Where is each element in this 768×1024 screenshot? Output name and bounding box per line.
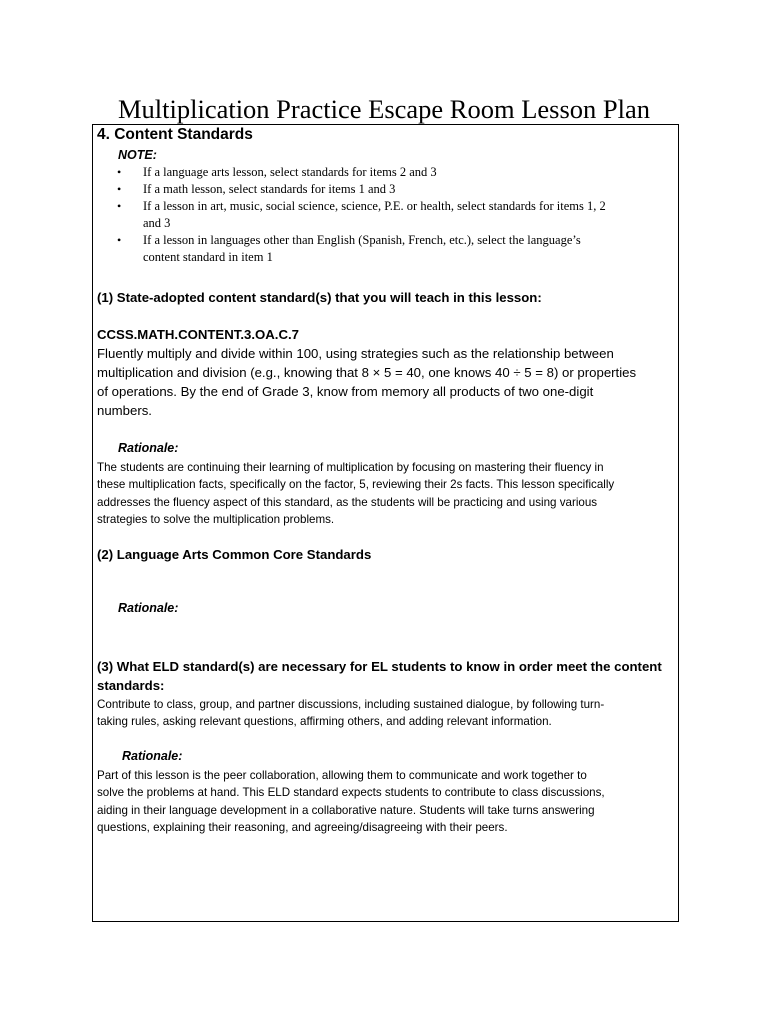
note-label: NOTE:: [118, 148, 157, 162]
rationale-text-line: aiding in their language development in a collaborative nature. Students will take turns answering: [97, 804, 595, 817]
rationale-text-line: The students are continuing their learning of multiplication by focusing on mastering their fluency in: [97, 461, 604, 474]
list-item: [114, 232, 664, 249]
list-item-continuation: [114, 249, 664, 266]
list-item-text: If a math lesson, select standards for items 1 and 3: [143, 182, 396, 196]
bullet-icon: •: [117, 233, 122, 247]
standard-text-line: of operations. By the end of Grade 3, know from memory all products of two one-digit: [97, 384, 594, 399]
rationale-text-line: addresses the fluency aspect of this standard, as the students will be practicing and using various: [97, 496, 598, 509]
eld-standard-text-line: taking rules, asking relevant questions, affirming others, and adding relevant information.: [97, 715, 552, 728]
list-item-continuation: [114, 215, 664, 232]
rationale-label: Rationale:: [118, 441, 179, 455]
rationale-text-line: Part of this lesson is the peer collaboration, allowing them to communicate and work together to: [97, 769, 587, 782]
standard-text-line: numbers.: [97, 403, 152, 418]
standard-code: CCSS.MATH.CONTENT.3.OA.C.7: [97, 327, 299, 342]
item3-heading-line: (3) What ELD standard(s) are necessary for EL students to know in order meet the content: [97, 659, 662, 674]
list-item: [114, 181, 664, 198]
rationale-label: Rationale:: [118, 601, 179, 615]
bullet-icon: •: [117, 165, 122, 179]
rationale-text-line: strategies to solve the multiplication problems.: [97, 513, 335, 526]
item3-heading-line: standards:: [97, 678, 165, 693]
list-item: [114, 164, 664, 181]
list-item-text: If a lesson in art, music, social science, science, P.E. or health, select standards for items 1, 2: [143, 199, 606, 213]
list-item: [114, 198, 664, 215]
page-title: Multiplication Practice Escape Room Lesson Plan: [117, 94, 651, 124]
rationale-text-line: solve the problems at hand. This ELD standard expects students to contribute to class discussions,: [97, 786, 605, 799]
bullet-icon: •: [117, 199, 122, 213]
rationale-text-line: these multiplication facts, specifically on the factor, 5, reviewing their 2s facts. This lesson specifically: [97, 478, 615, 491]
standard-text-line: multiplication and division (e.g., knowing that 8 × 5 = 40, one knows 40 ÷ 5 = 8) or properties: [97, 365, 637, 380]
bullet-icon: •: [117, 182, 122, 196]
eld-standard-text-line: Contribute to class, group, and partner discussions, including sustained dialogue, by following turn-: [97, 698, 605, 711]
list-item-text: and 3: [143, 216, 171, 230]
item2-heading: (2) Language Arts Common Core Standards: [97, 547, 372, 562]
rationale-label: Rationale:: [122, 749, 183, 763]
section-heading: 4. Content Standards: [97, 126, 253, 143]
standard-text-line: Fluently multiply and divide within 100, using strategies such as the relationship between: [97, 346, 614, 361]
rationale-text-line: questions, explaining their reasoning, and agreeing/disagreeing with their peers.: [97, 821, 508, 834]
list-item-text: If a language arts lesson, select standards for items 2 and 3: [143, 165, 437, 179]
list-item-text: If a lesson in languages other than English (Spanish, French, etc.), select the language’s: [143, 233, 581, 247]
item1-heading: (1) State-adopted content standard(s) that you will teach in this lesson:: [97, 290, 542, 305]
list-item-text: content standard in item 1: [143, 250, 273, 264]
instruction-list: [114, 164, 664, 266]
